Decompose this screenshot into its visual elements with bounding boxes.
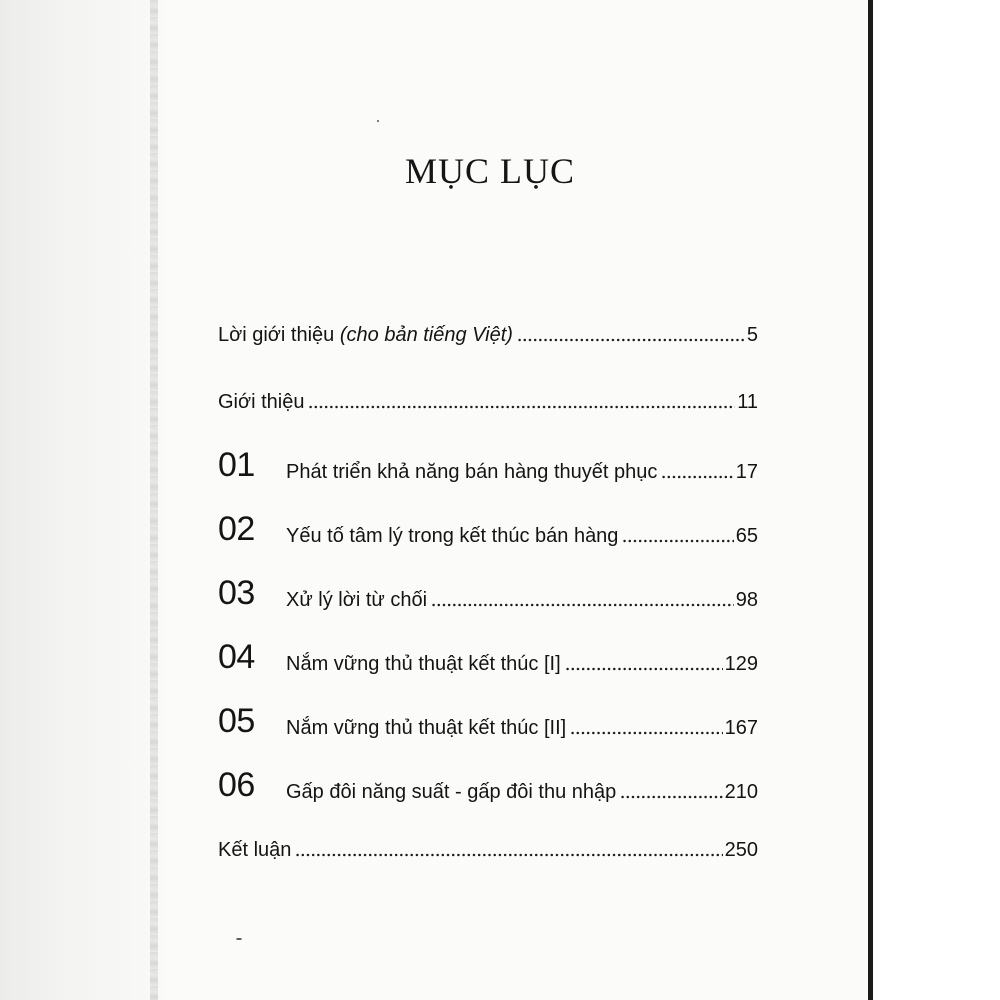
chapter-number: 03 <box>218 574 255 612</box>
toc-entry-title: Gấp đôi năng suất - gấp đôi thu nhập <box>286 781 617 803</box>
toc-entry-title: Kết luận <box>218 839 292 861</box>
toc-entry-preface <box>218 325 758 345</box>
toc-leader-dots <box>622 539 733 543</box>
toc-entry-introduction <box>218 392 758 412</box>
toc-leader-dots <box>570 731 722 735</box>
chapter-number: 02 <box>218 510 255 548</box>
toc-entry-title: Nắm vững thủ thuật kết thúc [II] <box>286 717 567 739</box>
toc-leader-dots <box>565 667 723 671</box>
toc-entry-title: Giới thiệu <box>218 391 305 413</box>
toc-entry-title: Yếu tố tâm lý trong kết thúc bán hàng <box>286 525 619 547</box>
toc-page-number: 210 <box>724 781 758 803</box>
toc-leader-dots <box>431 603 734 607</box>
paper-speck <box>236 938 242 940</box>
toc-entry-title: Lời giới thiệu (cho bản tiếng Việt) <box>218 324 513 346</box>
paper-speck <box>377 120 379 122</box>
page-title: MỤC LỤC <box>404 151 576 191</box>
toc-entry-title: Phát triển khả năng bán hàng thuyết phục <box>286 461 658 483</box>
toc-entry-chapter-03 <box>218 576 758 610</box>
chapter-number: 05 <box>218 702 255 740</box>
toc-page-number: 250 <box>724 839 758 861</box>
toc-leader-dots <box>308 405 735 409</box>
toc-entry-title: Nắm vững thủ thuật kết thúc [I] <box>286 653 561 675</box>
toc-page-number: 5 <box>746 324 758 346</box>
chapter-number: 04 <box>218 638 255 676</box>
toc-entry-chapter-01 <box>218 448 758 482</box>
chapter-number: 01 <box>218 446 255 484</box>
toc-page-number: 65 <box>735 525 758 547</box>
toc-page-number: 167 <box>724 717 758 739</box>
toc-leader-dots <box>295 853 722 857</box>
toc-page-number: 98 <box>735 589 758 611</box>
toc-entry-title: Xử lý lời từ chối <box>286 589 428 611</box>
toc-entry-chapter-04 <box>218 640 758 674</box>
toc-entry-chapter-02 <box>218 512 758 546</box>
toc-page-number: 129 <box>724 653 758 675</box>
toc-leader-dots <box>620 795 722 799</box>
toc-page-number: 11 <box>737 391 758 413</box>
toc-entry-conclusion <box>218 840 758 860</box>
chapter-number: 06 <box>218 766 255 804</box>
toc-entry-chapter-06 <box>218 768 758 802</box>
toc-leader-dots <box>661 475 733 479</box>
toc-page-number: 17 <box>735 461 758 483</box>
toc-leader-dots <box>517 338 745 342</box>
toc-entry-chapter-05 <box>218 704 758 738</box>
